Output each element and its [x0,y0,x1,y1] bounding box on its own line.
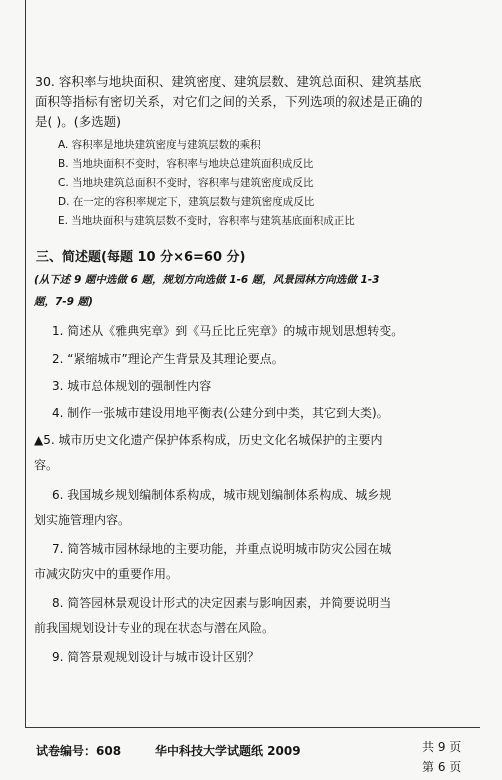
question-30-line-2: 面积等指标有密切关系，对它们之间的关系，下列选项的叙述是正确的 [35,94,423,109]
question-3: 3. 城市总体规划的强制性内容 [52,379,212,393]
question-2: 2. “紧缩城市”理论产生背景及其理论要点。 [52,352,284,366]
exam-code: 试卷编号：608 [36,744,122,758]
option-c: C. 当地块建筑总面积不变时，容积率与建筑密度成反比 [58,177,314,189]
option-b: B. 当地块面积不变时，容积率与地块总建筑面积成反比 [58,158,314,170]
question-7-line-2: 市减灾防灾中的重要作用。 [34,567,179,581]
question-4: 4. 制作一张城市建设用地平衡表(公建分到中类，其它到大类)。 [52,406,389,420]
question-6-line-2: 划实施管理内容。 [34,513,131,527]
question-6-line-1: 6. 我国城乡规划编制体系构成，城市规划编制体系构成、城乡规 [52,488,392,502]
question-8-line-2: 前我国规划设计专业的现在状态与潜在风险。 [34,621,275,635]
option-d: D. 在一定的容积率规定下，建筑层数与建筑密度成反比 [58,196,315,208]
question-7-line-1: 7. 简答城市园林绿地的主要功能，并重点说明城市防灾公园在城 [52,542,392,556]
question-1: 1. 简述从《雅典宪章》到《马丘比丘宪章》的城市规划思想转变。 [52,324,404,338]
option-a: A. 容积率是地块建筑密度与建筑层数的乘积 [58,139,261,151]
question-8-line-1: 8. 简答园林景观设计形式的决定因素与影响因素，并简要说明当 [52,596,392,610]
question-5-line-1: ▲5. 城市历史文化遗产保护体系构成，历史文化名城保护的主要内 [34,433,383,447]
section-note-line-1: (从下述 9 题中选做 6 题，规划方向选做 1-6 题，风景园林方向选做 1-3 [34,274,380,286]
option-e: E. 当地块面积与建筑层数不变时，容积率与建筑基底面积成正比 [58,215,355,227]
bottom-border-line [25,727,480,728]
left-border-line [25,0,26,728]
question-30 [35,72,423,132]
total-pages: 共 9 页 [422,740,462,754]
question-5-line-2: 容。 [34,458,59,472]
university-title: 华中科技大学试题纸 2009 [155,744,301,758]
question-9: 9. 简答景观规划设计与城市设计区别？ [52,650,260,664]
question-30-line-3: 是( )。(多选题) [35,114,121,129]
question-30-line-1: 30. 容积率与地块面积、建筑密度、建筑层数、建筑总面积、建筑基底 [35,74,422,89]
section-note-line-2: 题，7-9 题) [34,296,93,308]
section-3-heading: 三、简述题(每题 10 分×6=60 分) [36,250,246,265]
page-number: 第 6 页 [422,760,462,774]
